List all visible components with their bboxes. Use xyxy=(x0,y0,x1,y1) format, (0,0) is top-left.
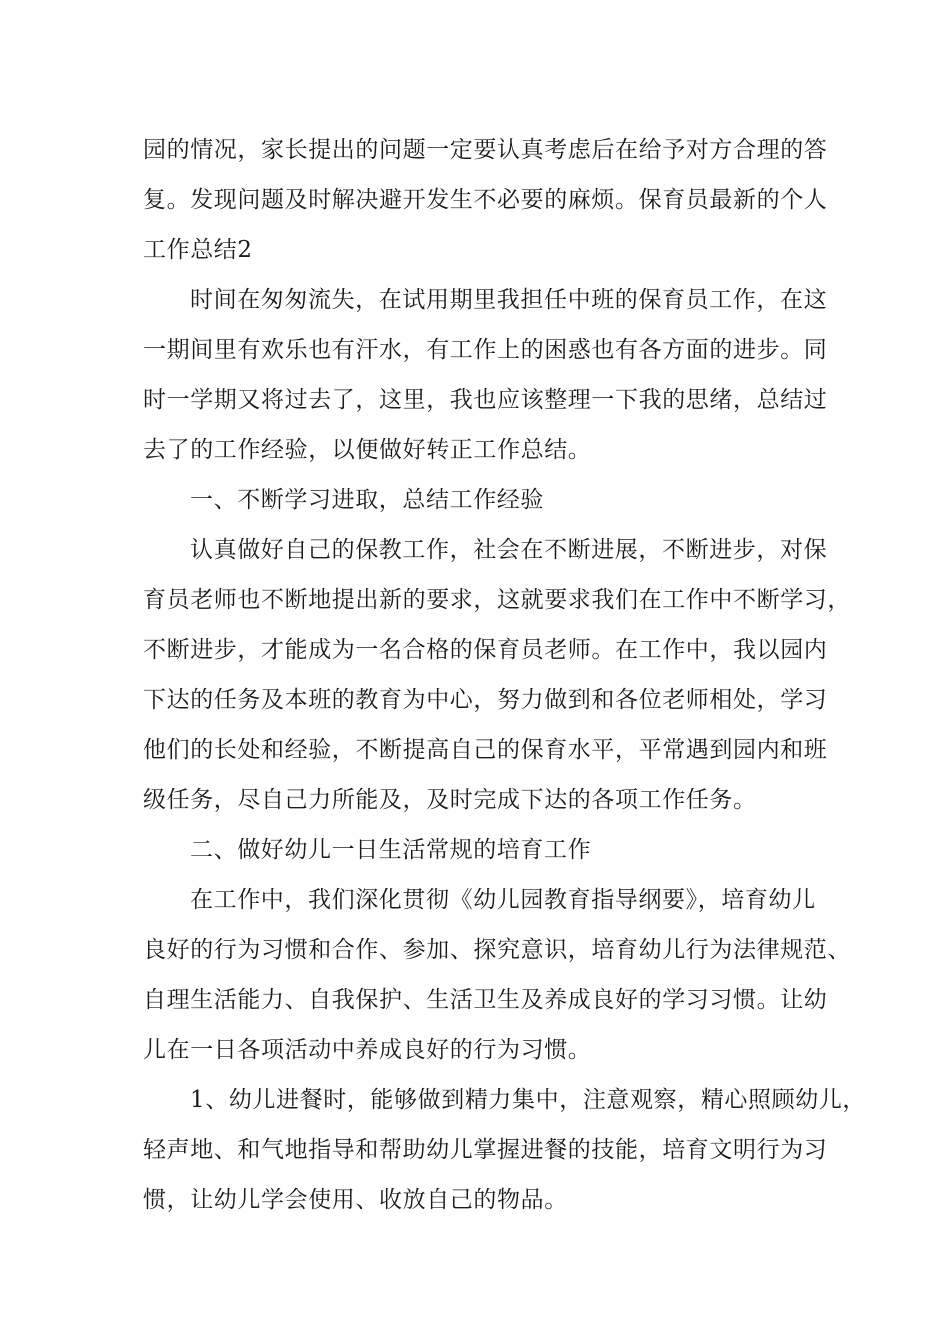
text-line: 不断进步，才能成为一名合格的保育员老师。在工作中，我以园内 xyxy=(143,637,828,663)
text-line: 复。发现问题及时解决避开发生不必要的麻烦。保育员最新的个人 xyxy=(143,187,828,213)
paragraph-first-line: 时间在匆匆流失，在试用期里我担任中班的保育员工作，在这 xyxy=(190,287,828,313)
text-line: 工作总结2 xyxy=(143,237,253,263)
text-line: 下达的任务及本班的教育为中心，努力做到和各位老师相处，学习 xyxy=(143,687,828,713)
text-line: 儿在一日各项活动中养成良好的行为习惯。 xyxy=(143,1037,592,1063)
text-line: 育员老师也不断地提出新的要求，这就要求我们在工作中不断学习， xyxy=(143,587,851,613)
text-line: 园的情况，家长提出的问题一定要认真考虑后在给予对方合理的答 xyxy=(143,137,828,163)
paragraph-first-line: 认真做好自己的保教工作，社会在不断进展，不断进步，对保 xyxy=(190,537,828,563)
text-line: 轻声地、和气地指导和帮助幼儿掌握进餐的技能，培育文明行为习 xyxy=(143,1137,828,1163)
text-line: 去了的工作经验，以便做好转正工作总结。 xyxy=(143,437,592,463)
text-line: 自理生活能力、自我保护、生活卫生及养成良好的学习习惯。让幼 xyxy=(143,987,828,1013)
text-line: 级任务，尽自己力所能及，及时完成下达的各项工作任务。 xyxy=(143,787,757,813)
text-line: 他们的长处和经验，不断提高自己的保育水平，平常遇到园内和班 xyxy=(143,737,828,763)
text-line: 时一学期又将过去了，这里，我也应该整理一下我的思绪，总结过 xyxy=(143,387,828,413)
text-line: 良好的行为习惯和合作、参加、探究意识，培育幼儿行为法律规范、 xyxy=(143,937,851,963)
paragraph-first-line: 在工作中，我们深化贯彻《幼儿园教育指导纲要》，培育幼儿 xyxy=(190,887,816,913)
paragraph-first-line: 1、幼儿进餐时，能够做到精力集中，注意观察，精心照顾幼儿， xyxy=(190,1087,867,1113)
section-heading: 二、做好幼儿一日生活常规的培育工作 xyxy=(190,837,592,863)
text-line: 一期间里有欢乐也有汗水，有工作上的困惑也有各方面的进步。同 xyxy=(143,337,828,363)
section-heading: 一、不断学习进取，总结工作经验 xyxy=(190,487,544,513)
text-line: 惯，让幼儿学会使用、收放自己的物品。 xyxy=(143,1187,568,1213)
